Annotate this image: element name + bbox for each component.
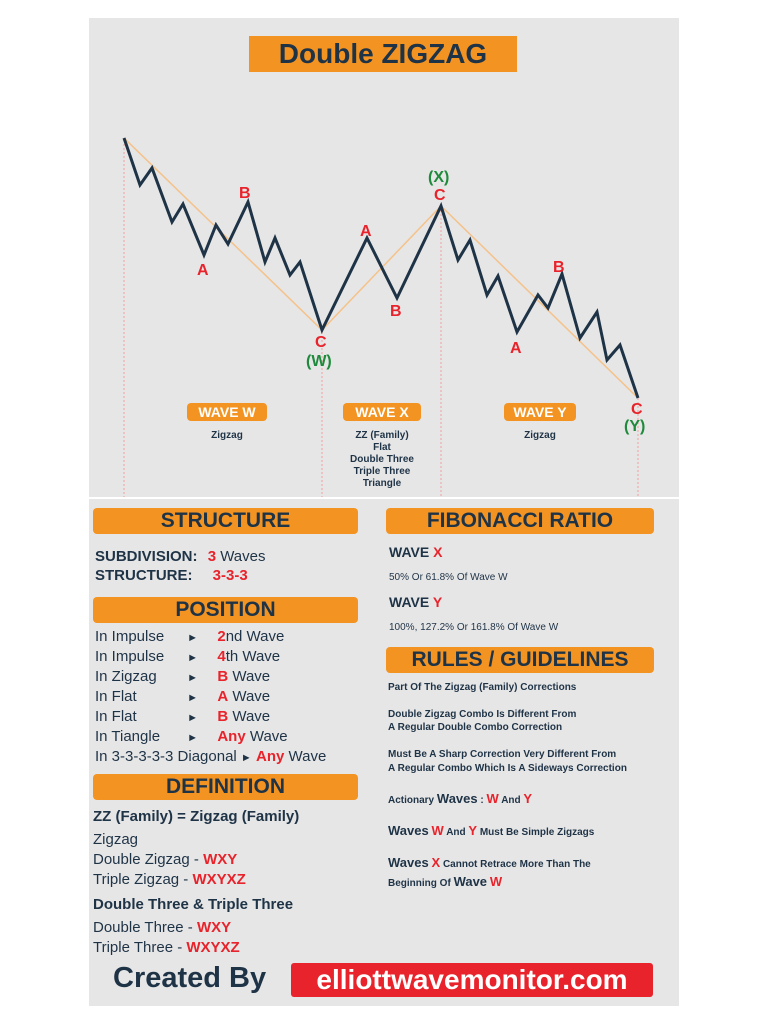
double-three-list (93, 919, 240, 959)
definition-item: Zigzag (93, 831, 139, 848)
position-list (95, 628, 326, 768)
structure-header: STRUCTURE (93, 508, 358, 534)
position-row: In Zigzag ► B Wave (95, 668, 271, 685)
wave-y-sub: Zigzag (524, 430, 556, 441)
page-title: Double ZIGZAG (249, 36, 517, 72)
rule-2a: Double Zigzag Combo Is Different From (388, 709, 577, 720)
site-link[interactable]: elliottwavemonitor.com (291, 963, 653, 997)
wave-x-sub: ZZ (Family) Flat Double Three Triple Three Triangle (350, 430, 414, 489)
fib-wave-x-text: 50% Or 61.8% Of Wave W (389, 572, 508, 583)
label-w: (W) (306, 353, 332, 370)
position-row: In Impulse ► 4th Wave (95, 648, 281, 665)
position-row-diagonal: In 3-3-3-3-3 Diagonal ► Any Wave (95, 748, 327, 765)
position-row: In Tiangle ► Any Wave (95, 728, 288, 745)
label-a2: A (510, 340, 522, 357)
label-bx: B (390, 303, 402, 320)
fib-wave-y-label: WAVE Y (389, 594, 443, 610)
wave-x-badge: WAVE X (343, 403, 421, 421)
label-y: (Y) (624, 418, 646, 435)
wave-y-badge: WAVE Y (504, 403, 576, 421)
position-row: In Flat ► A Wave (95, 688, 271, 705)
label-c1: C (315, 334, 327, 351)
wave-w-sub: Zigzag (211, 430, 243, 441)
rules-header: RULES / GUIDELINES (386, 647, 654, 673)
fibonacci-header: FIBONACCI RATIO (386, 508, 654, 534)
position-row: In Flat ► B Wave (95, 708, 271, 725)
rule-2b: A Regular Double Combo Correction (388, 722, 563, 733)
definition-item: Triple Zigzag - WXYXZ (93, 871, 246, 888)
rule-6b: Beginning Of Wave W (388, 874, 503, 889)
structure-row: STRUCTURE: 3-3-3 (95, 567, 248, 584)
label-b2: B (553, 259, 565, 276)
definition-item: Double Zigzag - WXY (93, 851, 238, 868)
zz-family-title: ZZ (Family) = Zigzag (Family) (93, 808, 300, 825)
rule-3b: A Regular Combo Which Is A Sideways Correction (388, 763, 627, 774)
definition-header: DEFINITION (93, 774, 358, 800)
position-header: POSITION (93, 597, 358, 623)
rule-3a: Must Be A Sharp Correction Very Different From (388, 749, 617, 760)
label-ax: A (360, 223, 372, 240)
label-c2: C (631, 401, 643, 418)
label-cx: C (434, 187, 446, 204)
rule-6a: Waves X Cannot Retrace More Than The (388, 855, 591, 870)
zz-family-list (93, 831, 246, 891)
label-x: (X) (428, 169, 450, 186)
label-b1: B (239, 185, 251, 202)
rule-4: Actionary Waves : W And Y (388, 791, 533, 806)
wave-diagram (0, 0, 768, 500)
created-by-label: Created By (113, 962, 267, 994)
rule-5: Waves W And Y Must Be Simple Zigzags (388, 823, 595, 838)
fib-wave-x-label: WAVE X (389, 544, 443, 560)
wave-w-badge: WAVE W (187, 403, 267, 421)
rule-1: Part Of The Zigzag (Family) Corrections (388, 682, 577, 693)
position-row: In Impulse ► 2nd Wave (95, 628, 285, 645)
definition-item: Triple Three - WXYXZ (93, 939, 240, 956)
double-three-title: Double Three & Triple Three (93, 896, 294, 913)
fib-wave-y-text: 100%, 127.2% Or 161.8% Of Wave W (389, 622, 559, 633)
definition-item: Double Three - WXY (93, 919, 232, 936)
subdivision-row: SUBDIVISION: 3 Waves (95, 548, 266, 565)
label-a1: A (197, 262, 209, 279)
